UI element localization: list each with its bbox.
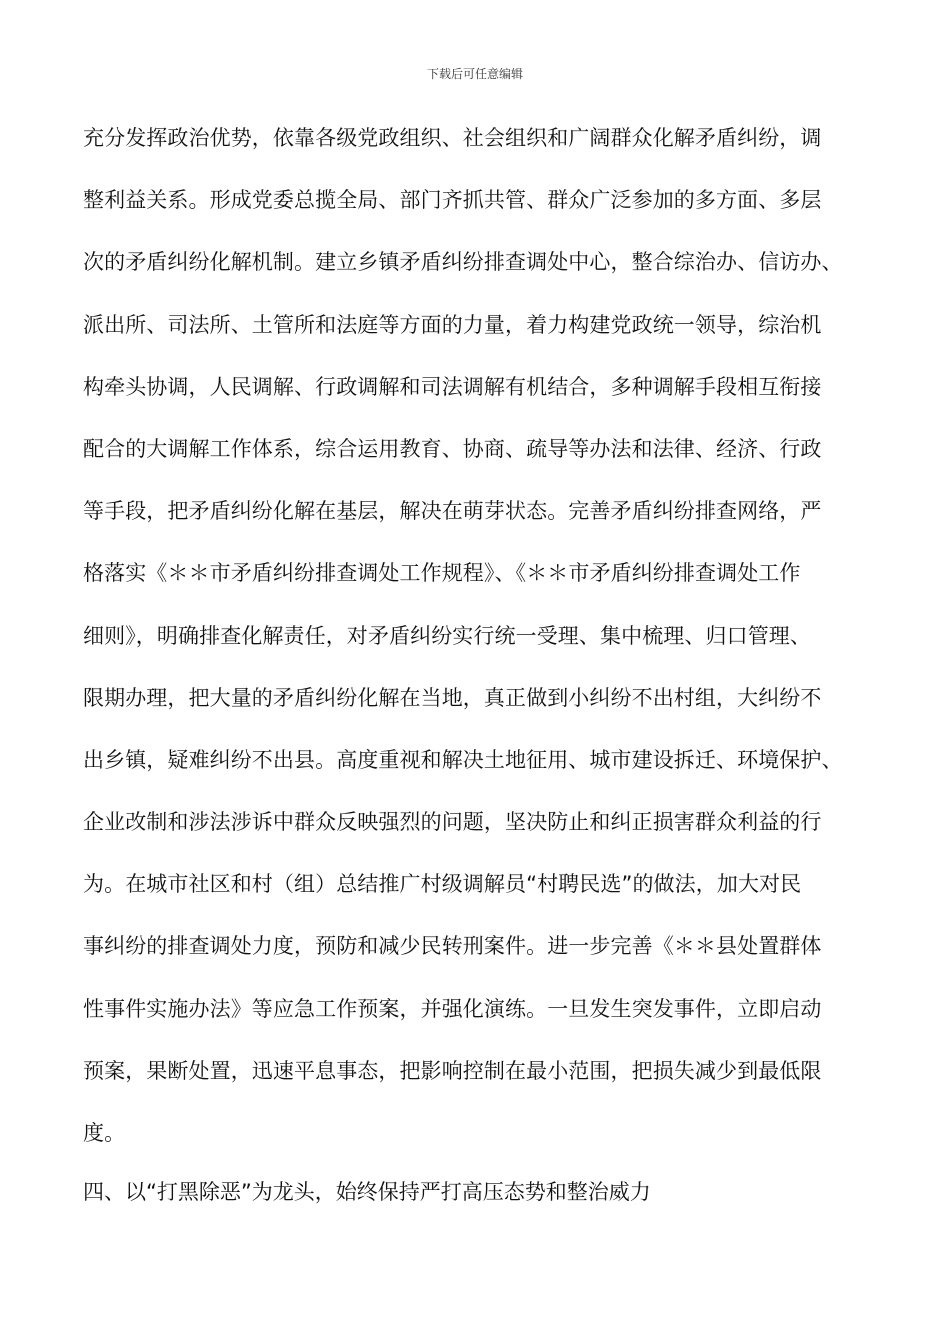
paragraph-line: 配合的大调解工作体系，综合运用教育、协商、疏导等办法和法律、经济、行政 [83,436,822,461]
page-header-note: 下载后可任意编辑 [426,67,523,81]
paragraph-line: 企业改制和涉法涉诉中群众反映强烈的问题，坚决防止和纠正损害群众利益的行 [83,810,822,835]
paragraph-line: 性事件实施办法》等应急工作预案，并强化演练。一旦发生突发事件，立即启动 [83,996,822,1021]
paragraph-line: 事纠纷的排查调处力度，预防和减少民转刑案件。进一步完善《＊＊县处置群体 [83,934,822,959]
paragraph-line: 为。在城市社区和村（组）总结推广村级调解员“村聘民选”的做法，加大对民 [83,872,802,897]
paragraph-line: 构牵头协调，人民调解、行政调解和司法调解有机结合，多种调解手段相互衔接 [83,374,822,399]
paragraph-line: 出乡镇，疑难纠纷不出县。高度重视和解决土地征用、城市建设拆迁、环境保护、 [83,747,843,772]
body-paragraph [83,116,883,1173]
section-heading: 四、以“打黑除恶”为龙头，始终保持严打高压态势和整治威力 [83,1180,651,1204]
paragraph-line: 整利益关系。形成党委总揽全局、部门齐抓共管、群众广泛参加的多方面、多层 [83,188,822,213]
paragraph-line: 等手段，把矛盾纠纷化解在基层，解决在萌芽状态。完善矛盾纠纷排查网络，严 [83,499,822,524]
paragraph-line: 格落实《＊＊市矛盾纠纷排查调处工作规程》、《＊＊市矛盾纠纷排查调处工作 [83,561,801,586]
paragraph-line: 派出所、司法所、土管所和法庭等方面的力量，着力构建党政统一领导，综治机 [83,312,822,337]
paragraph-line: 次的矛盾纠纷化解机制。建立乡镇矛盾纠纷排查调处中心，整合综治办、信访办、 [83,250,843,275]
paragraph-line: 度。 [83,1121,126,1145]
paragraph-line: 细则》，明确排查化解责任，对矛盾纠纷实行统一受理、集中梳理、归口管理、 [83,623,811,648]
paragraph-line: 预案，果断处置，迅速平息事态，把影响控制在最小范围，把损失减少到最低限 [83,1058,822,1083]
paragraph-line: 限期办理，把大量的矛盾纠纷化解在当地，真正做到小纠纷不出村组，大纠纷不 [83,685,822,710]
paragraph-line: 充分发挥政治优势，依靠各级党政组织、社会组织和广阔群众化解矛盾纠纷，调 [83,126,822,150]
